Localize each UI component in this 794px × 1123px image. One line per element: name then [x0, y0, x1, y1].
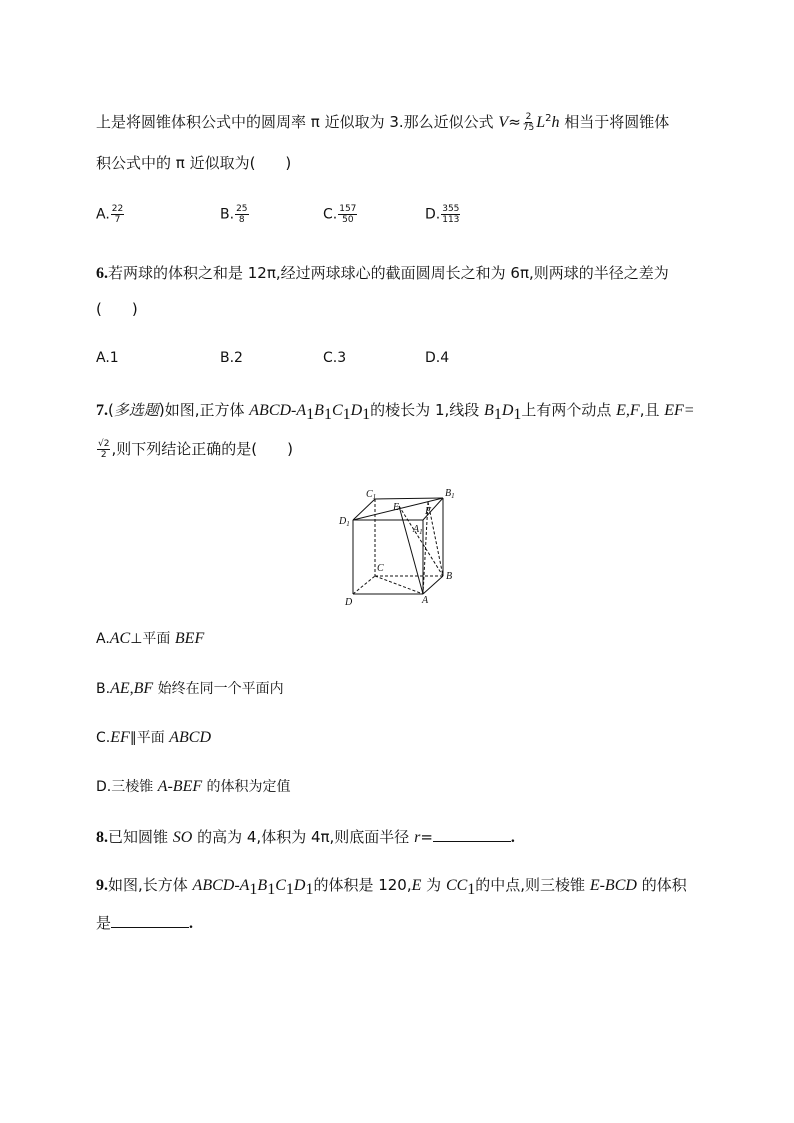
label-d1: $D_1$	[339, 516, 350, 528]
label-a1: $A_1$	[413, 524, 423, 536]
q5-option-d[interactable]: D. $\frac{355}{113}$	[425, 204, 460, 225]
q9-line-1: 9.如图,长方体 ABCD-$A_1B_1C_1D_1$的体积是 120,E 为 $CC_1$的中点,则三棱锥 E-BCD 的体积	[96, 876, 687, 898]
q6-paren: ( )	[96, 300, 138, 318]
q7-number: 7.	[96, 402, 108, 419]
diag-ac	[375, 576, 423, 594]
q9-number: 9.	[96, 877, 108, 894]
q7-option-c[interactable]: C.EF∥平面 ABCD	[96, 729, 212, 746]
q6-option-b[interactable]: B.2	[220, 350, 243, 366]
q5-line-1	[96, 108, 669, 134]
q7-line-1: 7.(多选题)如图,正方体 ABCD-$A_1B_1C_1D_1$的棱长为 1,线段 $B_1D_1$上有两个动点 E,F,且 EF=	[96, 401, 695, 423]
q9-line-2: 是 .	[96, 914, 194, 932]
q6-line-1	[96, 262, 669, 285]
cube-figure	[336, 484, 464, 610]
seg-be	[399, 506, 443, 576]
edge-dc	[353, 576, 375, 594]
q8-number: 8.	[96, 829, 108, 846]
q6-number: 6.	[96, 265, 108, 282]
q5-text-a: 上是将圆锥体积公式中的圆周率 π 近似取为 3.那么近似公式	[96, 113, 499, 131]
label-f: F	[425, 506, 432, 517]
edge-ab	[423, 576, 443, 594]
q5-option-a[interactable]: A. $\frac{22}{7}$	[96, 204, 124, 225]
label-c: C	[377, 563, 384, 574]
label-a: A	[422, 595, 429, 606]
q5-option-b[interactable]: B. $\frac{25}{8}$	[220, 204, 248, 225]
formula-v: V	[498, 114, 509, 131]
q7-option-a[interactable]: A.AC⊥平面 BEF	[96, 630, 205, 647]
q6-text: 若两球的体积之和是 12π,经过两球球心的截面圆周长之和为 6π,则两球的半径之差为	[108, 264, 669, 282]
q7-line-2: $\frac{√2}{2}$ ,则下列结论正确的是( )	[98, 439, 293, 460]
q5-text-b: 相当于将圆锥体	[559, 113, 670, 131]
label-b: B	[446, 571, 453, 582]
edge-c1b1	[375, 498, 443, 499]
q8-answer-blank[interactable]	[433, 827, 511, 842]
q5-option-c[interactable]: C. $\frac{157}{50}$	[323, 204, 357, 225]
seg-ae	[399, 506, 423, 594]
formula-l: L	[536, 114, 546, 131]
q7-option-b[interactable]: B.AE,BF 始终在同一个平面内	[96, 680, 284, 697]
q7-option-d[interactable]: D.三棱锥 A-BEF 的体积为定值	[96, 778, 291, 795]
formula-fraction: $\frac{2}{75}$	[522, 112, 535, 133]
formula-approx: ≈	[508, 113, 521, 131]
q6-option-a[interactable]: A.1	[96, 350, 119, 366]
label-e: E	[393, 502, 400, 513]
q8-line: 8.已知圆锥 SO 的高为 4,体积为 4π,则底面半径 r= .	[96, 828, 515, 846]
label-c1: $C_1$	[366, 489, 377, 501]
label-b1: $B_1$	[445, 488, 455, 500]
label-d: D	[345, 597, 353, 608]
q6-option-d[interactable]: D.4	[425, 350, 450, 366]
q7-tag: 多选题	[113, 401, 159, 419]
q9-answer-blank[interactable]	[111, 913, 189, 928]
formula-exponent: 2	[545, 113, 552, 124]
q6-option-c[interactable]: C.3	[323, 350, 347, 366]
sqrt2-over-2: $\frac{√2}{2}$	[98, 439, 110, 460]
formula-h: h	[551, 114, 560, 131]
q5-line-2: 积公式中的 π 近似取为( )	[96, 154, 292, 172]
